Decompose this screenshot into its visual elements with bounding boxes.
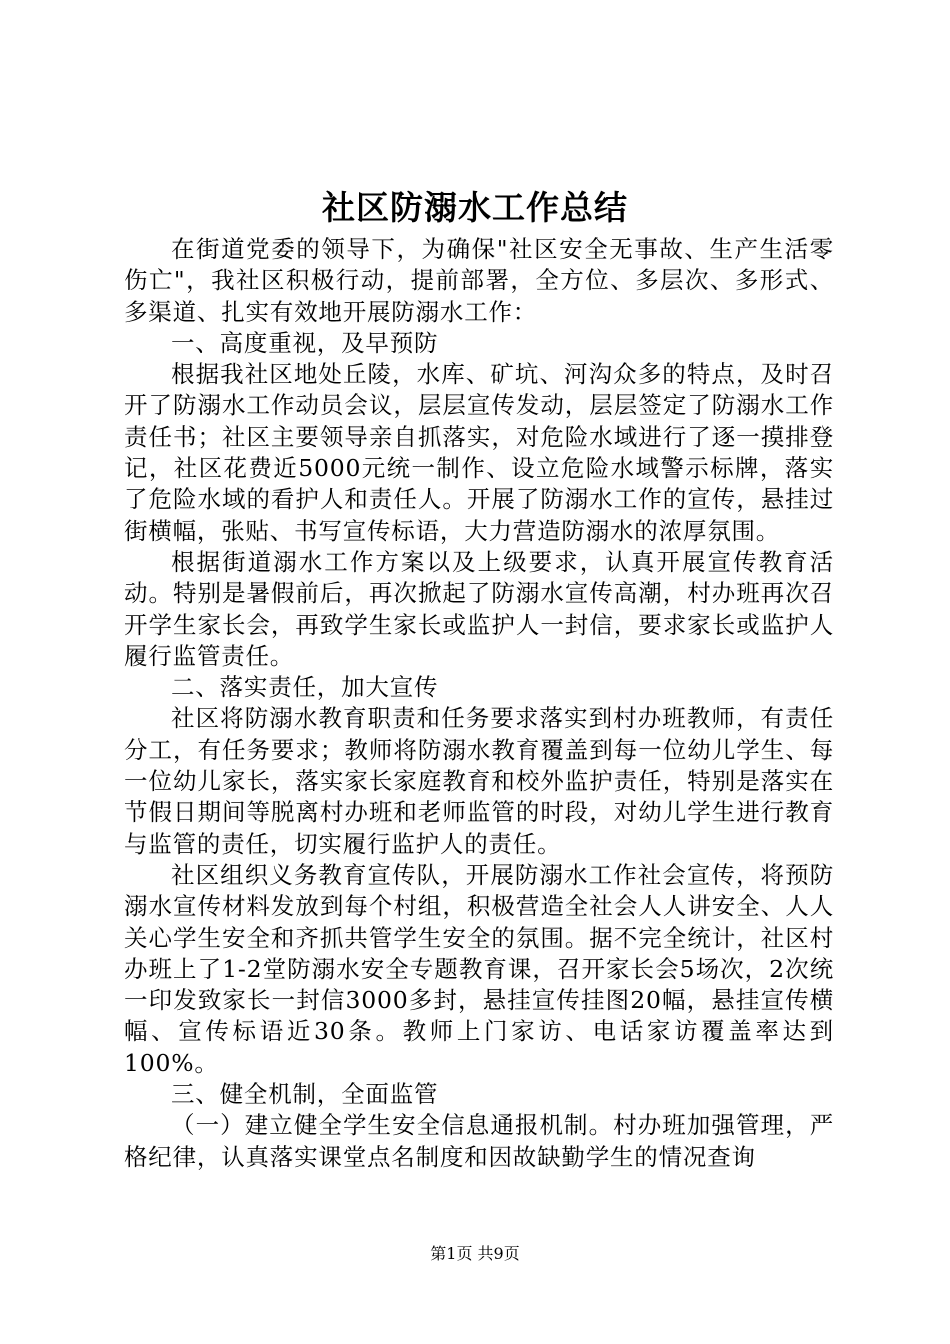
document-body xyxy=(124,234,834,1173)
body-paragraph: 根据我社区地处丘陵，水库、矿坑、河沟众多的特点，及时召开了防溺水工作动员会议，层层宣传发动，层层签定了防溺水工作责任书；社区主要领导亲自抓落实，对危险水域进行了逐一摸排登记，社区花费近5000元统一制作、设立危险水域警示标牌，落实了危险水域的看护人和责任人。开展了防溺水工作的宣传，悬挂过街横幅，张贴、书写宣传标语，大力营造防溺水的浓厚氛围。 xyxy=(124,360,834,545)
intro-paragraph: 在街道党委的领导下，为确保"社区安全无事故、生产生活零伤亡"，我社区积极行动，提前部署，全方位、多层次、多形式、多渠道、扎实有效地开展防溺水工作： xyxy=(124,235,834,326)
section-heading-1: 一、高度重视，及早预防 xyxy=(171,328,439,357)
body-paragraph: 根据街道溺水工作方案以及上级要求，认真开展宣传教育活动。特别是暑假前后，再次掀起了防溺水宣传高潮，村办班再次召开学生家长会，再致学生家长或监护人一封信，要求家长或监护人履行监管责任。 xyxy=(124,547,834,670)
body-paragraph: （一）建立健全学生安全信息通报机制。村办班加强管理，严格纪律，认真落实课堂点名制度和因故缺勤学生的情况查询 xyxy=(124,1111,834,1171)
document-title: 社区防溺水工作总结 xyxy=(322,188,628,227)
section-heading-2: 二、落实责任，加大宣传 xyxy=(171,673,439,702)
section-heading-3: 三、健全机制，全面监管 xyxy=(171,1080,439,1109)
body-paragraph: 社区组织义务教育宣传队，开展防溺水工作社会宣传，将预防溺水宣传材料发放到每个村组，积极营造全社会人人讲安全、人人关心学生安全和齐抓共管学生安全的氛围。据不完全统计，社区村办班上了1-2堂防溺水安全专题教育课，召开家长会5场次，2次统一印发致家长一封信3000多封，悬挂宣传挂图20幅，悬挂宣传横幅、宣传标语近30条。教师上门家访、电话家访覆盖率达到100%。 xyxy=(124,860,834,1077)
page-footer: 第1页 共9页 xyxy=(430,1244,520,1263)
body-paragraph: 社区将防溺水教育职责和任务要求落实到村办班教师，有责任分工，有任务要求；教师将防溺水教育覆盖到每一位幼儿学生、每一位幼儿家长，落实家长家庭教育和校外监护责任，特别是落实在节假日期间等脱离村办班和老师监管的时段，对幼儿学生进行教育与监管的责任，切实履行监护人的责任。 xyxy=(124,704,834,858)
